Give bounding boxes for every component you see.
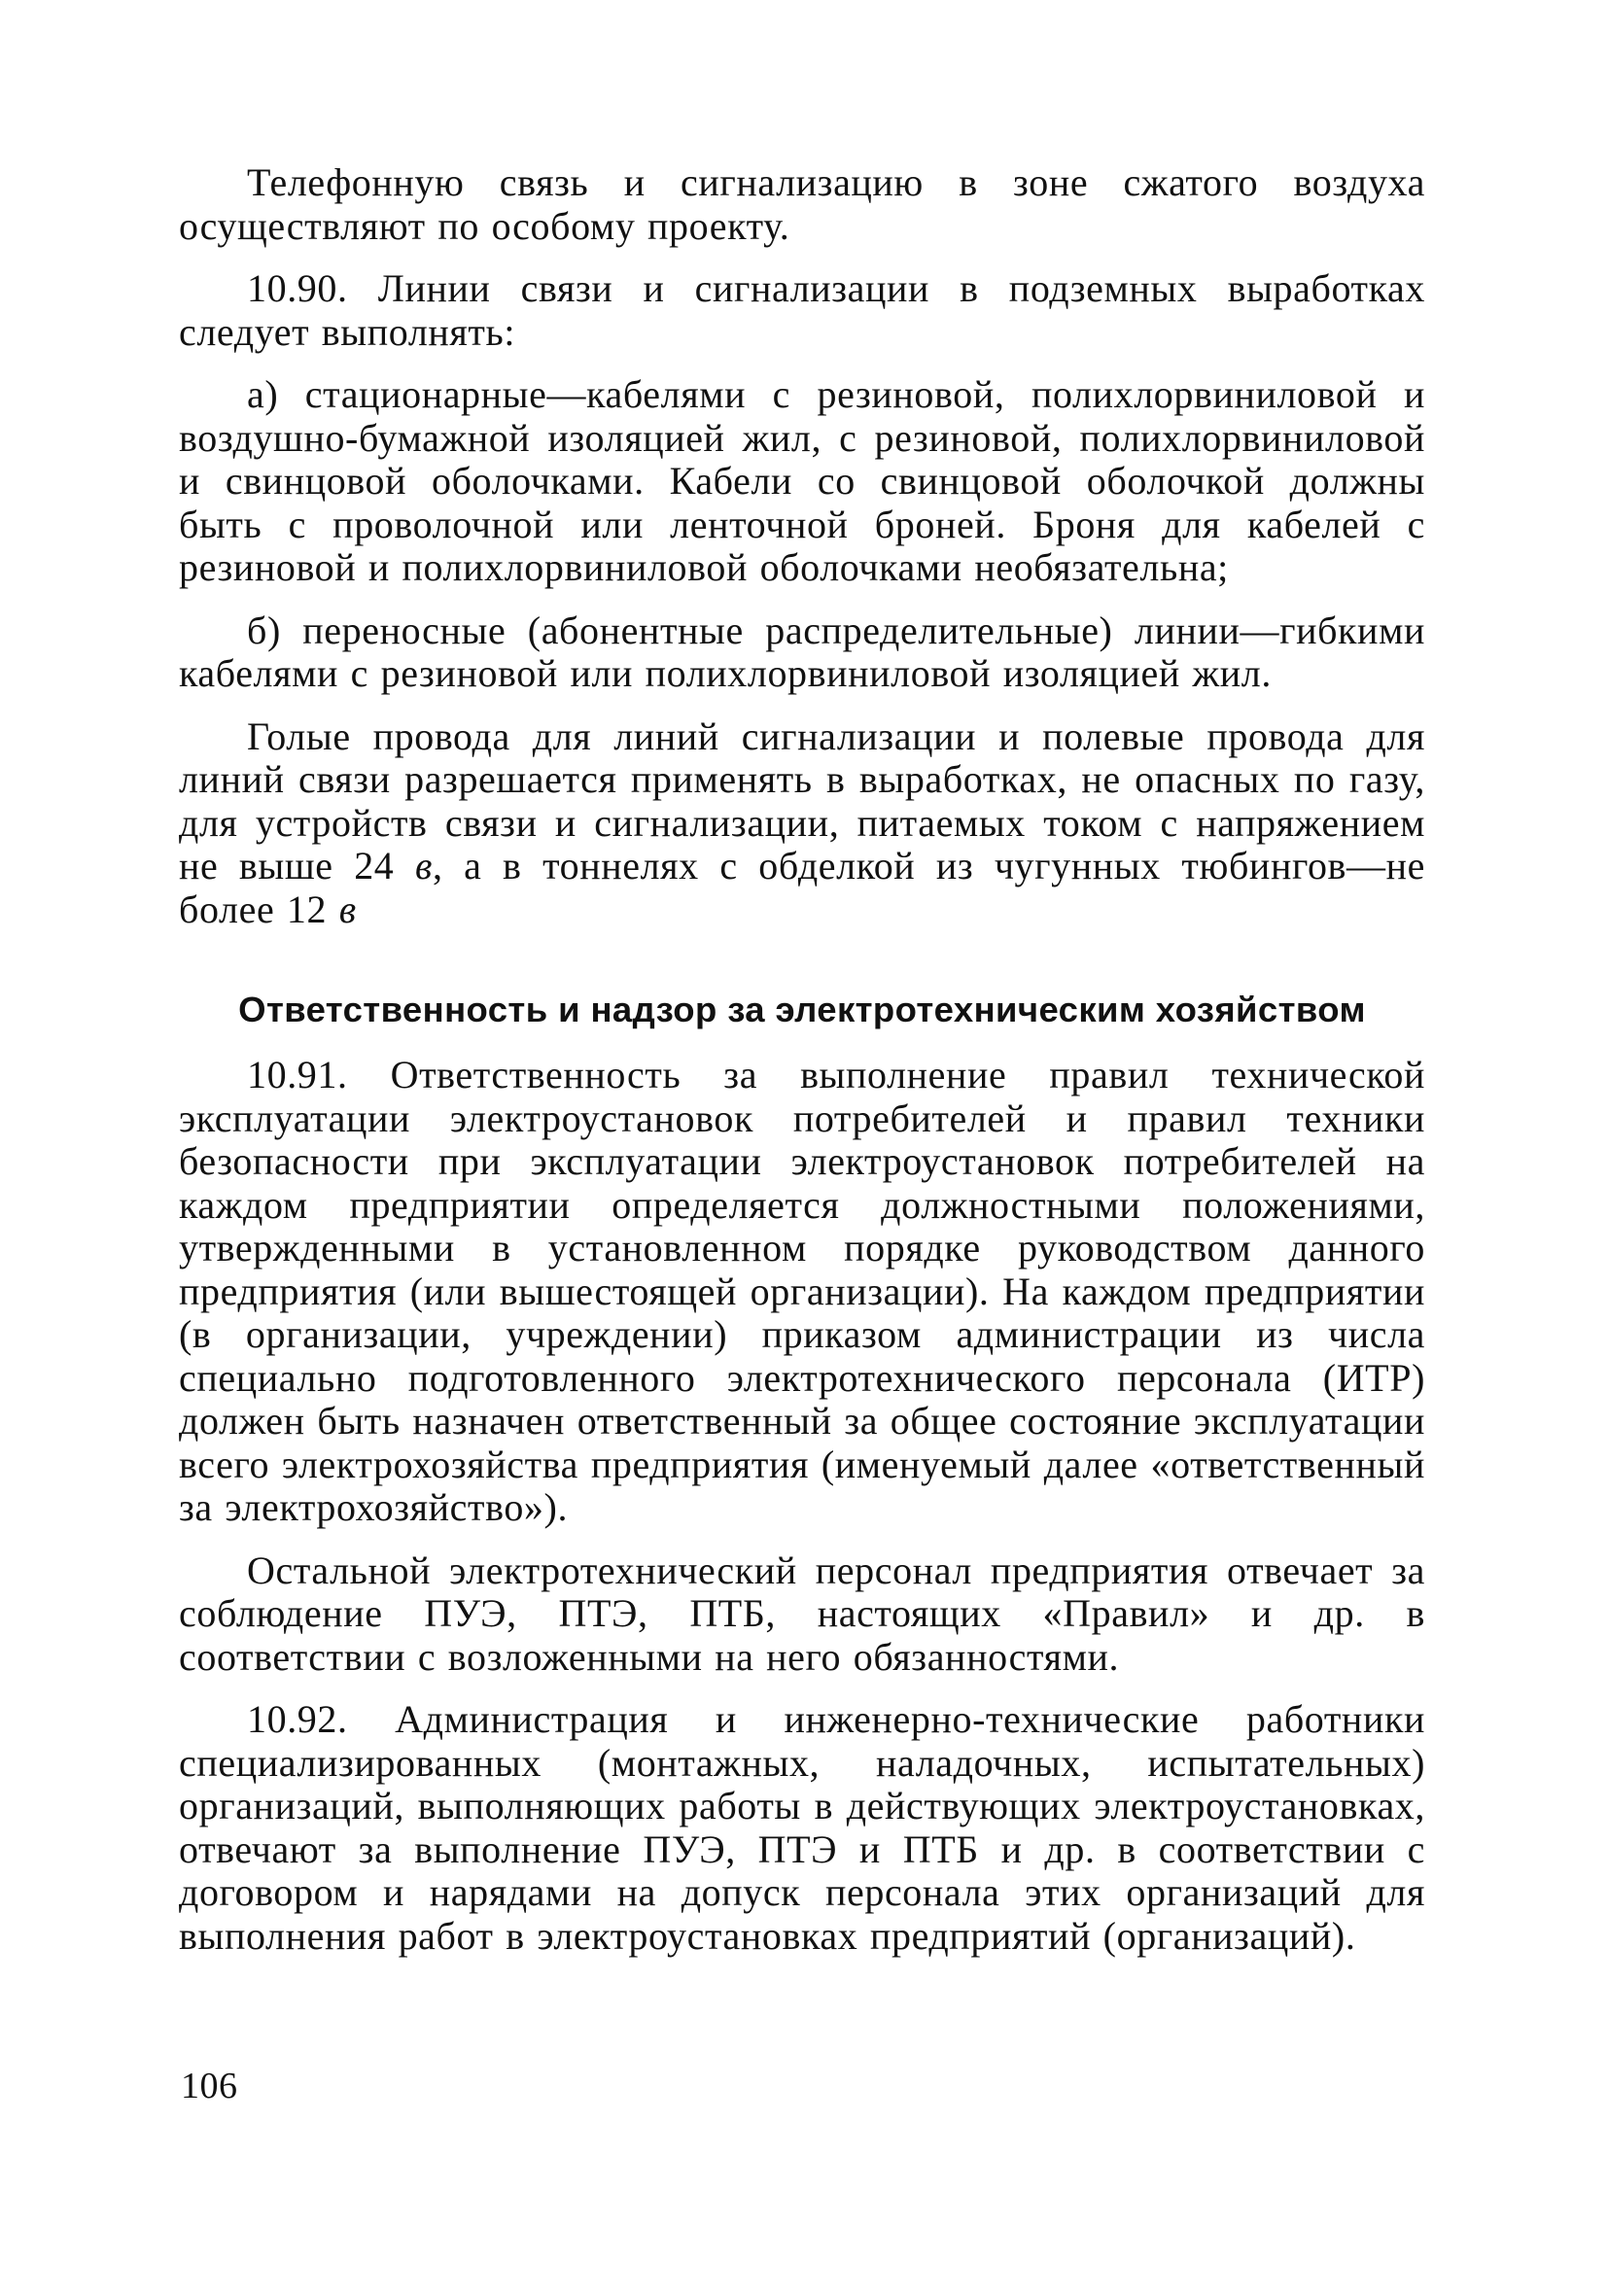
paragraph-other-personnel: Остальной электротехнический персонал предприятия отвечает за соблюдение ПУЭ, ПТЭ, ПТБ, настоящих «Правил» и др. в соответствии с возложенными на него обязанностями. <box>179 1548 1425 1679</box>
paragraph-10-92: 10.92. Администрация и инженерно-технические работники специализированных (монтажных, наладочных, испытательных) организаций, выполняющих работы в действующих электроустановках, отвечают за выполнение ПУЭ, ПТЭ и ПТБ и др. в соответствии с договором и нарядами на допуск персонала этих организаций для выполнения работ в электроустановках предприятий (организаций). <box>179 1697 1425 1958</box>
paragraph-10-90: 10.90. Линии связи и сигнализации в подземных выработках следует выполнять: <box>179 266 1425 354</box>
voltage-unit-volts-2: в <box>338 887 357 931</box>
voltage-unit-volts: в <box>415 844 433 887</box>
page-body <box>179 161 1425 1977</box>
list-item-b-portable-lines: б) переносные (абонентные распределительные) линии—гибкими кабелями с резиновой или полихлорвиниловой изоляцией жил. <box>179 608 1425 695</box>
section-heading: Ответственность и надзор за электротехническим хозяйством <box>238 990 1366 1029</box>
list-item-a-stationary-lines: а) стационарные—кабелями с резиновой, полихлорвиниловой и воздушно-бумажной изоляцией жил, с резиновой, полихлорвиниловой и свинцовой оболочками. Кабели со свинцовой оболочкой должны быть с проволочной или ленточной броней. Броня для кабелей с резиновой и полихлорвиниловой оболочками необязательна; <box>179 372 1425 589</box>
page-number: 106 <box>181 2066 238 2106</box>
paragraph-compressed-air-signaling: Телефонную связь и сигнализацию в зоне сжатого воздуха осуществляют по особому проекту. <box>179 160 1425 248</box>
voltage-text-start: Голые провода для линий сигнализации и полевые провода для линий связи разрешается применять в выработках, не опасных по газу, для устройств связи и сигнализации, питаемых током с напряжением не выше 24 <box>179 713 1425 887</box>
voltage-text-middle: , а в тоннелях с обделкой из чугунных тюбингов—не более 12 <box>179 844 1426 931</box>
paragraph-10-91: 10.91. Ответственность за выполнение правил технической эксплуатации электроустановок потребителей и правил техники безопасности при эксплуатации электроустановок потребителей на каждом предприятии определяется должностными положениями, утвержденными в установленном порядке руководством данного предприятия (или вышестоящей организации). На каждом предприятии (в организации, учреждении) приказом администрации из числа специально подготовленного электротехнического персонала (ИТР) должен быть назначен ответственный за общее состояние эксплуатации всего электрохозяйства предприятия (именуемый далее «ответственный за электрохозяйство»). <box>179 1053 1425 1529</box>
paragraph-bare-wires-voltage <box>179 715 1425 932</box>
